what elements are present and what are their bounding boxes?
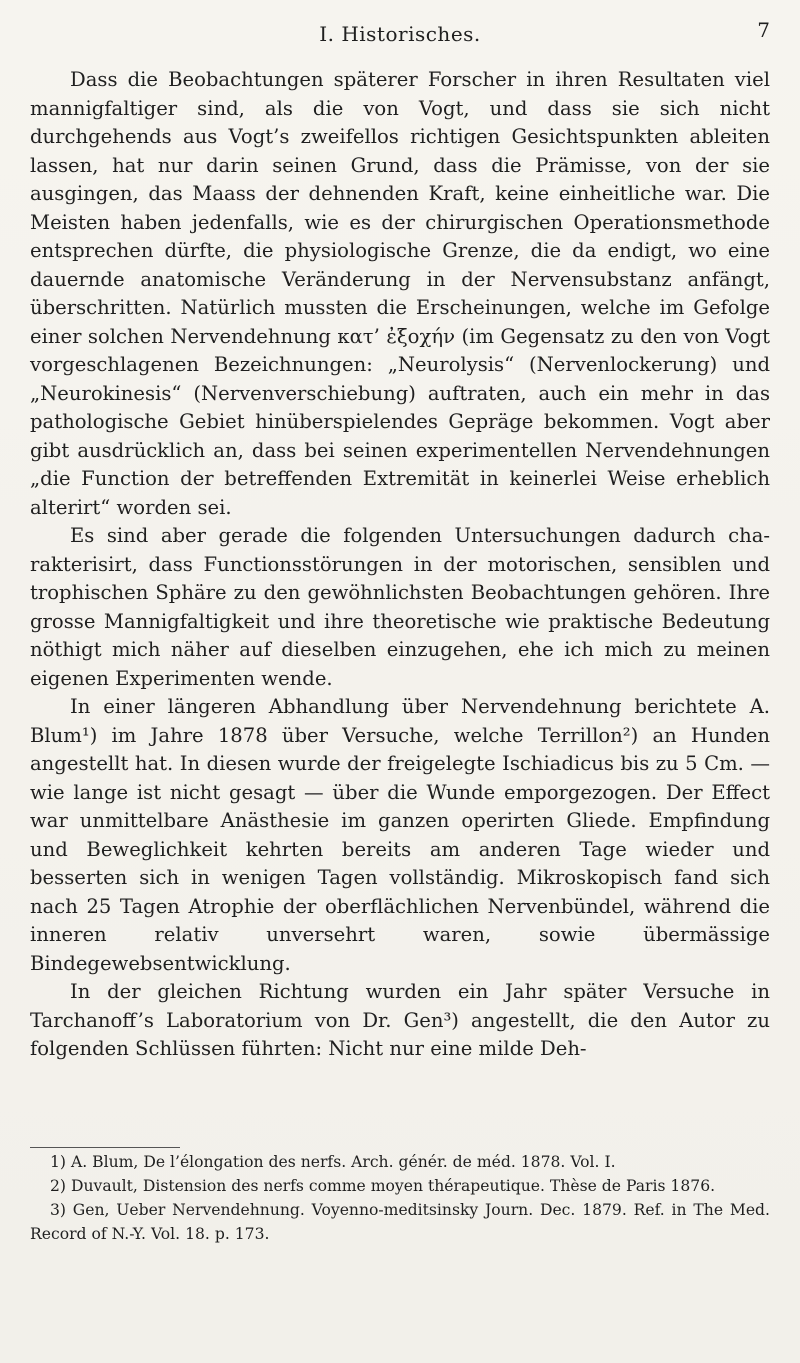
footnotes: [30, 1150, 770, 1246]
footnote-2: 2) Duvault, Distension des nerfs comme moyen thérapeutique. Thèse de Paris 1876.: [50, 1177, 716, 1195]
running-title: I. Historisches.: [319, 22, 481, 46]
running-head: [0, 18, 800, 52]
footnote-rule: [30, 1147, 180, 1148]
footnote-1: 1) A. Blum, De l’élongation des nerfs. Arch. génér. de méd. 1878. Vol. I.: [50, 1153, 616, 1171]
paragraph-3: In einer längeren Abhandlung über Nervendehnung berichtete A. Blum¹) im Jahre 1878 über Versuche, welche Terrillon²) an Hunden angestellt hat. In diesen wurde der freigelegte Ischiadicus bis zu 5 Cm. — wie lange ist nicht gesagt — über die Wunde emporgezogen. Der Effect war unmittelbare Anästhesie im ganzen operirten Gliede. Empfindung und Beweglichkeit kehrten bereits am anderen Tage wieder und besserten sich in wenigen Tagen vollständig. Mikroskopisch fand sich nach 25 Tagen Atrophie der oberflächlichen Nervenbündel, während die inneren relativ unversehrt waren, sowie übermässige Bindegewebsentwicklung.: [30, 695, 770, 975]
body-text: [30, 66, 770, 1064]
paragraph-4: In der gleichen Richtung wurden ein Jahr später Versuche in Tarchanoff’s Laboratorium von Dr. Gen³) angestellt, die den Autor zu folgenden Schlüssen führten: Nicht nur eine milde Deh-: [30, 980, 770, 1060]
footnote-3: 3) Gen, Ueber Nervendehnung. Voyenno-meditsinsky Journ. Dec. 1879. Ref. in The Med. Record of N.-Y. Vol. 18. p. 173.: [30, 1201, 770, 1243]
page-number: 7: [757, 18, 770, 42]
paragraph-1: Dass die Beobachtungen späterer Forscher in ihren Resultaten viel mannigfaltiger sind, als die von Vogt, und dass sie sich nicht durchgehends aus Vogt’s zweifellos richtigen Gesichtspunkten ableiten lassen, hat nur darin seinen Grund, dass die Prämisse, von der sie ausgingen, das Maass der dehnenden Kraft, keine einheitliche war. Die Meisten haben jedenfalls, wie es der chirurgischen Operationsmethode entsprechen dürfte, die physiologische Grenze, die da endigt, wo eine dauernde anatomische Veränderung in der Nervensubstanz anfängt, überschritten. Natürlich mussten die Erscheinungen, welche im Gefolge einer solchen Nervendehnung κατ’ ἐξοχήν (im Gegensatz zu den von Vogt vorgeschlagenen Bezeichnungen: „Neurolysis“ (Nervenlockerung) und „Neurokinesis“ (Nervenverschiebung) auftraten, auch ein mehr in das pathologische Gebiet hinüberspielendes Gepräge bekommen. Vogt aber gibt ausdrücklich an, dass bei seinen experimentellen Nervendehnungen „die Function der betreffenden Extremität in keinerlei Weise erheblich alterirt“ worden sei.: [30, 68, 770, 519]
paragraph-2: Es sind aber gerade die folgenden Untersuchungen dadurch charakterisirt, dass Functionsstörungen in der motorischen, sensiblen und trophischen Sphäre zu den gewöhnlichsten Beobachtungen gehören. Ihre grosse Mannigfaltigkeit und ihre theoretische wie praktische Bedeutung nöthigt mich näher auf dieselben einzugehen, ehe ich mich zu meinen eigenen Experimenten wende.: [30, 524, 770, 690]
